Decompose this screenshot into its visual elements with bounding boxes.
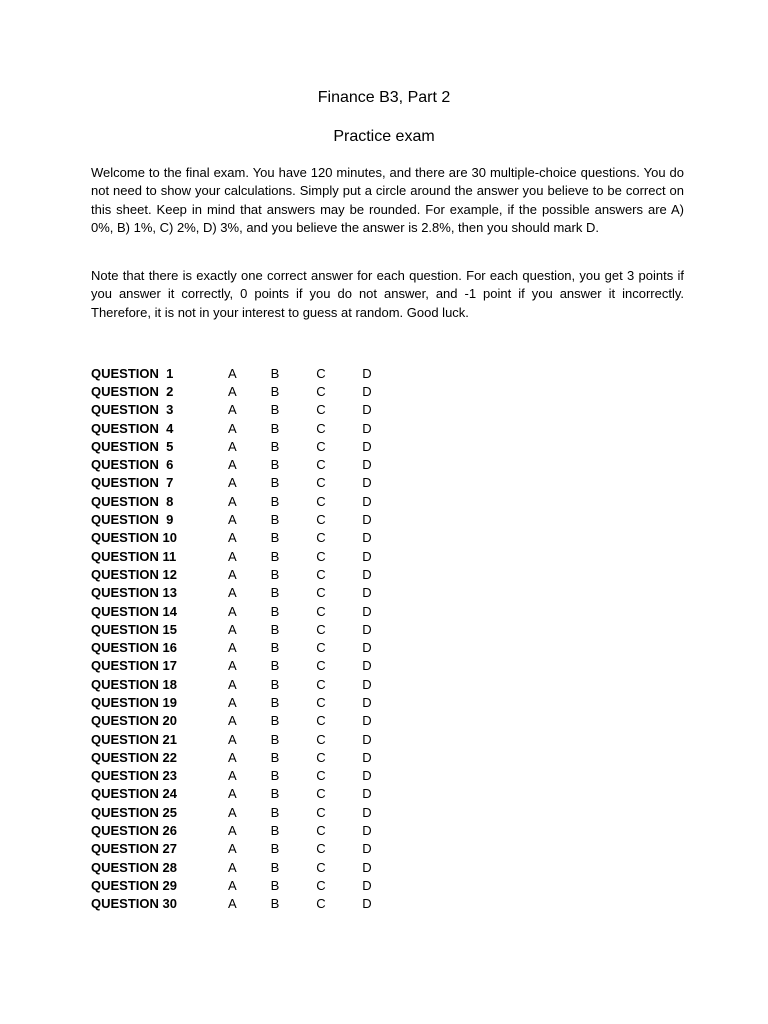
answer-option-a[interactable]: A — [228, 786, 237, 802]
answer-option-c[interactable]: C — [316, 804, 326, 820]
question-label: QUESTION 7 — [91, 475, 174, 491]
question-row — [91, 620, 411, 638]
question-row — [91, 675, 411, 693]
answer-option-c[interactable]: C — [316, 768, 326, 784]
answer-option-c[interactable]: C — [316, 823, 326, 839]
answer-option-d[interactable]: D — [362, 457, 372, 473]
answer-option-c[interactable]: C — [316, 493, 326, 509]
question-row — [91, 455, 411, 473]
answer-option-b[interactable]: B — [270, 603, 280, 619]
answer-option-b[interactable]: B — [270, 548, 280, 564]
question-row — [91, 712, 411, 730]
question-label: QUESTION 6 — [91, 457, 174, 473]
answer-option-d[interactable]: D — [362, 475, 372, 491]
answer-option-d[interactable]: D — [362, 823, 372, 839]
question-row — [91, 401, 411, 419]
question-label: QUESTION 13 — [91, 585, 177, 601]
answer-option-b[interactable]: B — [270, 713, 280, 729]
question-row — [91, 840, 411, 858]
answer-option-a[interactable]: A — [228, 713, 237, 729]
question-row — [91, 638, 411, 656]
answer-option-a[interactable]: A — [228, 420, 237, 436]
question-label: QUESTION 10 — [91, 530, 177, 546]
answer-option-a[interactable]: A — [228, 841, 237, 857]
question-label: QUESTION 16 — [91, 640, 177, 656]
answer-option-a[interactable]: A — [228, 676, 237, 692]
question-row — [91, 657, 411, 675]
question-label: QUESTION 29 — [91, 877, 177, 893]
question-label: QUESTION 12 — [91, 566, 177, 582]
answer-option-d[interactable]: D — [362, 713, 372, 729]
question-label: QUESTION 22 — [91, 749, 177, 765]
answer-option-b[interactable]: B — [270, 621, 280, 637]
answer-option-a[interactable]: A — [228, 530, 237, 546]
question-label: QUESTION 17 — [91, 658, 177, 674]
answer-option-a[interactable]: A — [228, 621, 237, 637]
question-label: QUESTION 19 — [91, 694, 177, 710]
question-row — [91, 364, 411, 382]
answer-option-b[interactable]: B — [270, 896, 280, 912]
answer-option-b[interactable]: B — [270, 383, 280, 399]
answer-option-c[interactable]: C — [316, 383, 326, 399]
answer-option-a[interactable]: A — [228, 383, 237, 399]
answer-option-d[interactable]: D — [362, 731, 372, 747]
question-label: QUESTION 8 — [91, 493, 174, 509]
answer-option-c[interactable]: C — [316, 694, 326, 710]
question-row — [91, 767, 411, 785]
answer-option-a[interactable]: A — [228, 749, 237, 765]
question-label: QUESTION 25 — [91, 804, 177, 820]
answer-option-d[interactable]: D — [362, 438, 372, 454]
answer-option-b[interactable]: B — [270, 365, 280, 381]
answer-option-c[interactable]: C — [316, 475, 326, 491]
answer-option-b[interactable]: B — [270, 402, 280, 418]
question-row — [91, 437, 411, 455]
question-label: QUESTION 11 — [91, 548, 177, 564]
question-row — [91, 693, 411, 711]
answer-option-c[interactable]: C — [316, 512, 326, 528]
answer-option-b[interactable]: B — [270, 841, 280, 857]
answer-option-a[interactable]: A — [228, 402, 237, 418]
answer-option-c[interactable]: C — [316, 402, 326, 418]
answer-sheet — [91, 364, 411, 913]
answer-option-c[interactable]: C — [316, 548, 326, 564]
question-label: QUESTION 2 — [91, 383, 174, 399]
answer-option-a[interactable]: A — [228, 365, 237, 381]
answer-option-a[interactable]: A — [228, 548, 237, 564]
answer-option-b[interactable]: B — [270, 512, 280, 528]
question-label: QUESTION 14 — [91, 603, 177, 619]
answer-option-c[interactable]: C — [316, 438, 326, 454]
answer-option-b[interactable]: B — [270, 877, 280, 893]
answer-option-d[interactable]: D — [362, 896, 372, 912]
question-row — [91, 474, 411, 492]
answer-option-c[interactable]: C — [316, 859, 326, 875]
answer-option-b[interactable]: B — [270, 585, 280, 601]
answer-option-b[interactable]: B — [270, 768, 280, 784]
question-label: QUESTION 4 — [91, 420, 174, 436]
answer-option-a[interactable]: A — [228, 640, 237, 656]
question-row — [91, 821, 411, 839]
answer-option-b[interactable]: B — [270, 566, 280, 582]
answer-option-c[interactable]: C — [316, 786, 326, 802]
question-label: QUESTION 1 — [91, 365, 174, 381]
question-row — [91, 803, 411, 821]
answer-option-c[interactable]: C — [316, 530, 326, 546]
answer-option-c[interactable]: C — [316, 566, 326, 582]
question-row — [91, 382, 411, 400]
answer-option-a[interactable]: A — [228, 768, 237, 784]
question-row — [91, 785, 411, 803]
answer-option-d[interactable]: D — [362, 548, 372, 564]
answer-option-c[interactable]: C — [316, 457, 326, 473]
question-label: QUESTION 21 — [91, 731, 177, 747]
question-row — [91, 730, 411, 748]
question-label: QUESTION 28 — [91, 859, 177, 875]
answer-option-d[interactable]: D — [362, 420, 372, 436]
answer-option-b[interactable]: B — [270, 475, 280, 491]
question-row — [91, 547, 411, 565]
answer-option-d[interactable]: D — [362, 603, 372, 619]
answer-option-c[interactable]: C — [316, 877, 326, 893]
answer-option-b[interactable]: B — [270, 823, 280, 839]
answer-option-a[interactable]: A — [228, 694, 237, 710]
answer-option-d[interactable]: D — [362, 566, 372, 582]
answer-option-d[interactable]: D — [362, 768, 372, 784]
answer-option-d[interactable]: D — [362, 640, 372, 656]
question-row — [91, 876, 411, 894]
answer-option-a[interactable]: A — [228, 493, 237, 509]
answer-option-b[interactable]: B — [270, 859, 280, 875]
answer-option-b[interactable]: B — [270, 786, 280, 802]
answer-option-b[interactable]: B — [270, 749, 280, 765]
answer-option-a[interactable]: A — [228, 823, 237, 839]
question-label: QUESTION 15 — [91, 621, 177, 637]
answer-option-a[interactable]: A — [228, 585, 237, 601]
question-row — [91, 492, 411, 510]
question-row — [91, 858, 411, 876]
answer-option-d[interactable]: D — [362, 786, 372, 802]
answer-option-c[interactable]: C — [316, 603, 326, 619]
question-row — [91, 529, 411, 547]
question-label: QUESTION 27 — [91, 841, 177, 857]
answer-option-c[interactable]: C — [316, 420, 326, 436]
question-label: QUESTION 23 — [91, 768, 177, 784]
question-row — [91, 565, 411, 583]
answer-option-c[interactable]: C — [316, 749, 326, 765]
answer-option-b[interactable]: B — [270, 438, 280, 454]
answer-option-c[interactable]: C — [316, 676, 326, 692]
answer-option-d[interactable]: D — [362, 402, 372, 418]
answer-option-d[interactable]: D — [362, 493, 372, 509]
question-label: QUESTION 3 — [91, 402, 174, 418]
answer-option-d[interactable]: D — [362, 365, 372, 381]
answer-option-a[interactable]: A — [228, 457, 237, 473]
answer-option-d[interactable]: D — [362, 512, 372, 528]
answer-option-d[interactable]: D — [362, 383, 372, 399]
answer-option-c[interactable]: C — [316, 896, 326, 912]
answer-option-a[interactable]: A — [228, 804, 237, 820]
answer-option-d[interactable]: D — [362, 877, 372, 893]
answer-option-a[interactable]: A — [228, 877, 237, 893]
answer-option-c[interactable]: C — [316, 658, 326, 674]
answer-option-d[interactable]: D — [362, 530, 372, 546]
answer-option-c[interactable]: C — [316, 731, 326, 747]
answer-option-c[interactable]: C — [316, 841, 326, 857]
answer-option-a[interactable]: A — [228, 512, 237, 528]
answer-option-c[interactable]: C — [316, 365, 326, 381]
answer-option-b[interactable]: B — [270, 640, 280, 656]
answer-option-b[interactable]: B — [270, 804, 280, 820]
question-label: QUESTION 26 — [91, 823, 177, 839]
scoring-paragraph: Note that there is exactly one correct answer for each question. For each question, you get 3 points if you answer it correctly, 0 points if you do not answer, and -1 point if you answer it incorrectly. Therefore, it is not in your interest to guess at random. Good luck. — [91, 268, 684, 320]
question-row — [91, 510, 411, 528]
answer-option-d[interactable]: D — [362, 694, 372, 710]
question-row — [91, 748, 411, 766]
question-row — [91, 419, 411, 437]
answer-option-b[interactable]: B — [270, 457, 280, 473]
question-label: QUESTION 30 — [91, 896, 177, 912]
page-title: Finance B3, Part 2 — [317, 89, 451, 106]
answer-option-d[interactable]: D — [362, 749, 372, 765]
question-row — [91, 584, 411, 602]
answer-option-a[interactable]: A — [228, 566, 237, 582]
answer-option-b[interactable]: B — [270, 530, 280, 546]
question-row — [91, 602, 411, 620]
answer-option-b[interactable]: B — [270, 658, 280, 674]
answer-option-c[interactable]: C — [316, 640, 326, 656]
answer-option-b[interactable]: B — [270, 694, 280, 710]
question-label: QUESTION 9 — [91, 512, 174, 528]
answer-option-b[interactable]: B — [270, 420, 280, 436]
answer-option-d[interactable]: D — [362, 621, 372, 637]
answer-option-a[interactable]: A — [228, 475, 237, 491]
answer-option-b[interactable]: B — [270, 676, 280, 692]
answer-option-a[interactable]: A — [228, 731, 237, 747]
answer-option-d[interactable]: D — [362, 585, 372, 601]
answer-option-c[interactable]: C — [316, 621, 326, 637]
question-row — [91, 895, 411, 913]
answer-option-d[interactable]: D — [362, 804, 372, 820]
answer-option-d[interactable]: D — [362, 676, 372, 692]
answer-option-a[interactable]: A — [228, 658, 237, 674]
answer-option-a[interactable]: A — [228, 896, 237, 912]
answer-option-a[interactable]: A — [228, 438, 237, 454]
answer-option-d[interactable]: D — [362, 658, 372, 674]
answer-option-b[interactable]: B — [270, 731, 280, 747]
answer-option-a[interactable]: A — [228, 859, 237, 875]
answer-option-c[interactable]: C — [316, 585, 326, 601]
answer-option-b[interactable]: B — [270, 493, 280, 509]
question-label: QUESTION 18 — [91, 676, 177, 692]
question-label: QUESTION 24 — [91, 786, 177, 802]
question-label: QUESTION 5 — [91, 438, 174, 454]
question-label: QUESTION 20 — [91, 713, 177, 729]
page-subtitle: Practice exam — [333, 128, 435, 145]
answer-option-a[interactable]: A — [228, 603, 237, 619]
answer-option-c[interactable]: C — [316, 713, 326, 729]
answer-option-d[interactable]: D — [362, 859, 372, 875]
instructions-paragraph: Welcome to the final exam. You have 120 minutes, and there are 30 multiple-choice questions. You do not need to show your calculations. Simply put a circle around the answer you believe to be correct on this sheet. Keep in mind that answers may be rounded. For example, if the possible answers are A) 0%, B) 1%, C) 2%, D) 3%, and you believe the answer is 2.8%, then you should mark D. — [91, 165, 684, 235]
answer-option-d[interactable]: D — [362, 841, 372, 857]
